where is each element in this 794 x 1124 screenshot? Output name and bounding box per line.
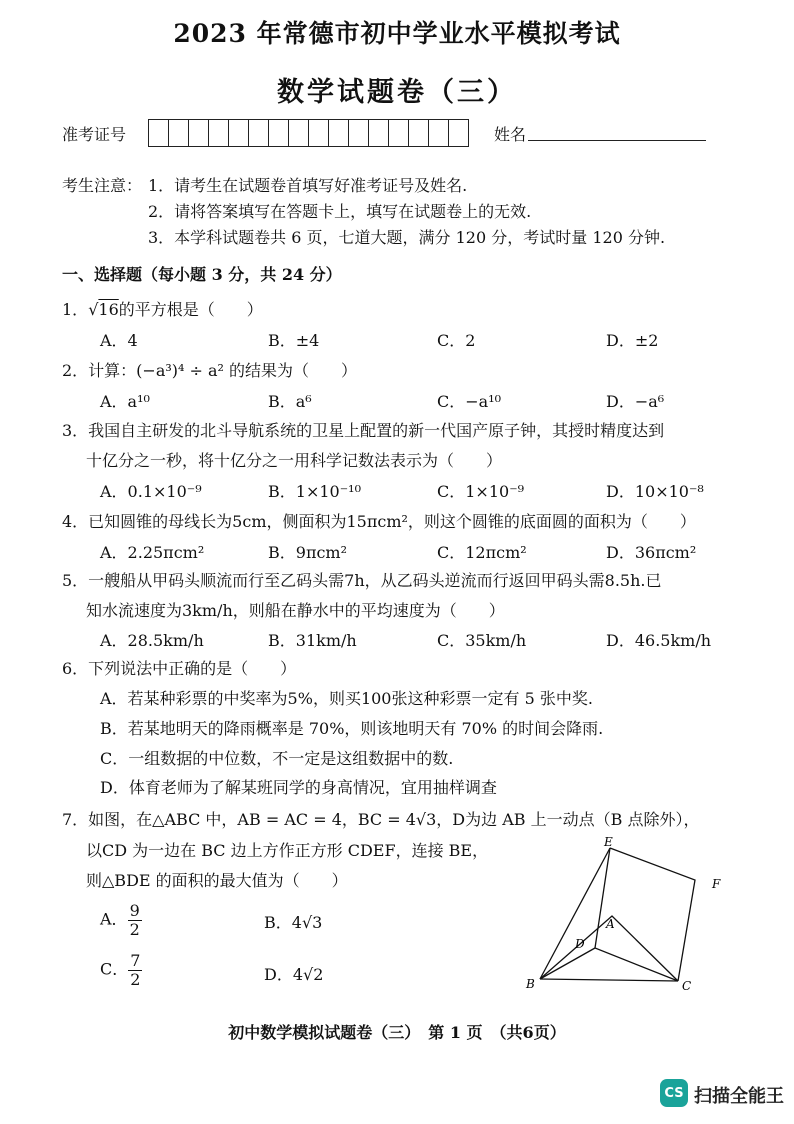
label-e: E bbox=[604, 836, 613, 849]
question-2: 2．计算：(−a³)⁴ ÷ a² 的结果为（ ） bbox=[62, 361, 358, 380]
option[interactable]: C．2 bbox=[437, 331, 476, 350]
label-f: F bbox=[712, 877, 721, 891]
option[interactable]: A．0.1×10⁻⁹ bbox=[100, 482, 202, 501]
notice-item: 3．本学科试题卷共 6 页，七道大题，满分 120 分，考试时量 120 分钟. bbox=[148, 228, 666, 247]
option[interactable]: A．4 bbox=[100, 331, 138, 350]
option[interactable]: C．一组数据的中位数，不一定是这组数据中的数. bbox=[100, 749, 454, 768]
label-b: B bbox=[526, 977, 535, 991]
option[interactable]: D．4√2 bbox=[264, 965, 324, 984]
question-6: 6．下列说法中正确的是（ ） bbox=[62, 659, 297, 678]
label-a: A bbox=[606, 917, 615, 931]
question-7: 7．如图，在△ABC 中，AB = AC = 4，BC = 4√3，D为边 AB 上一动点（B 点除外）， bbox=[62, 810, 700, 829]
question-5-cont: 知水流速度为3km/h，则船在静水中的平均速度为（ ） bbox=[86, 601, 505, 620]
option[interactable]: A．28.5km/h bbox=[100, 631, 204, 650]
question-4: 4．已知圆锥的母线长为5cm，侧面积为15πcm²，则这个圆锥的底面圆的面积为（ ） bbox=[62, 512, 696, 531]
option[interactable]: B．4√3 bbox=[264, 913, 323, 932]
option[interactable]: D．−a⁶ bbox=[606, 392, 665, 411]
option[interactable]: A． $\frac{9}{2}$ bbox=[100, 901, 140, 939]
notice-item: 1．请考生在试题卷首填写好准考证号及姓名. bbox=[148, 176, 468, 195]
notice-item: 2．请将答案填写在答题卡上，填写在试题卷上的无效. bbox=[148, 202, 532, 221]
option[interactable]: B．31km/h bbox=[268, 631, 357, 650]
name-field[interactable] bbox=[528, 140, 706, 141]
option[interactable]: D．36πcm² bbox=[606, 543, 697, 562]
option[interactable]: B．9πcm² bbox=[268, 543, 348, 562]
option[interactable]: B．±4 bbox=[268, 331, 320, 350]
option[interactable]: A．2.25πcm² bbox=[100, 543, 205, 562]
camscanner-watermark: 扫描全能王 bbox=[694, 1086, 784, 1107]
option[interactable]: D．10×10⁻⁸ bbox=[606, 482, 704, 501]
notice-label: 考生注意： bbox=[62, 176, 143, 195]
option[interactable]: A．若某种彩票的中奖率为5%，则买100张这种彩票一定有 5 张中奖. bbox=[100, 689, 593, 708]
exam-number-label: 准考证号 bbox=[62, 125, 127, 144]
exam-number-boxes[interactable] bbox=[148, 119, 469, 147]
camscanner-logo-icon: CS bbox=[660, 1079, 688, 1107]
question-7-cont: 则△BDE 的面积的最大值为（ ） bbox=[86, 871, 348, 890]
option[interactable]: B．1×10⁻¹⁰ bbox=[268, 482, 361, 501]
section-heading: 一、选择题（每小题 3 分，共 24 分） bbox=[62, 265, 342, 284]
sqrt-sign: √ bbox=[88, 300, 99, 319]
page-footer: 初中数学模拟试题卷（三） 第 1 页 （共6页） bbox=[228, 1023, 566, 1042]
question-1: 1．√16的平方根是（ ） bbox=[62, 300, 263, 319]
option[interactable]: C． $\frac{7}{2}$ bbox=[100, 951, 141, 989]
option[interactable]: C．12πcm² bbox=[437, 543, 527, 562]
question-3: 3．我国自主研发的北斗导航系统的卫星上配置的新一代国产原子钟，其授时精度达到 bbox=[62, 421, 665, 440]
option[interactable]: A．a¹⁰ bbox=[100, 392, 150, 411]
exam-title: 2023 年常德市初中学业水平模拟考试 bbox=[173, 19, 621, 48]
option[interactable]: D．±2 bbox=[606, 331, 659, 350]
option[interactable]: B．若某地明天的降雨概率是 70%，则该地明天有 70% 的时间会降雨. bbox=[100, 719, 604, 738]
option[interactable]: C．1×10⁻⁹ bbox=[437, 482, 525, 501]
label-d: D bbox=[575, 937, 585, 951]
option[interactable]: D．体育老师为了解某班同学的身高情况，宜用抽样调查 bbox=[100, 778, 497, 797]
question-5: 5．一艘船从甲码头顺流而行至乙码头需7h，从乙码头逆流而行返回甲码头需8.5h.已 bbox=[62, 571, 662, 590]
option[interactable]: C．35km/h bbox=[437, 631, 527, 650]
question-7-cont: 以CD 为一边在 BC 边上方作正方形 CDEF，连接 BE， bbox=[86, 841, 489, 860]
name-label: 姓名 bbox=[494, 125, 527, 144]
label-c: C bbox=[682, 979, 692, 993]
paper-subtitle: 数学试题卷（三） bbox=[277, 77, 517, 108]
question-3-cont: 十亿分之一秒，将十亿分之一用科学记数法表示为（ ） bbox=[86, 451, 503, 470]
triangle-square-figure bbox=[520, 836, 760, 996]
option[interactable]: D．46.5km/h bbox=[606, 631, 712, 650]
option[interactable]: B．a⁶ bbox=[268, 392, 312, 411]
option[interactable]: C．−a¹⁰ bbox=[437, 392, 502, 411]
